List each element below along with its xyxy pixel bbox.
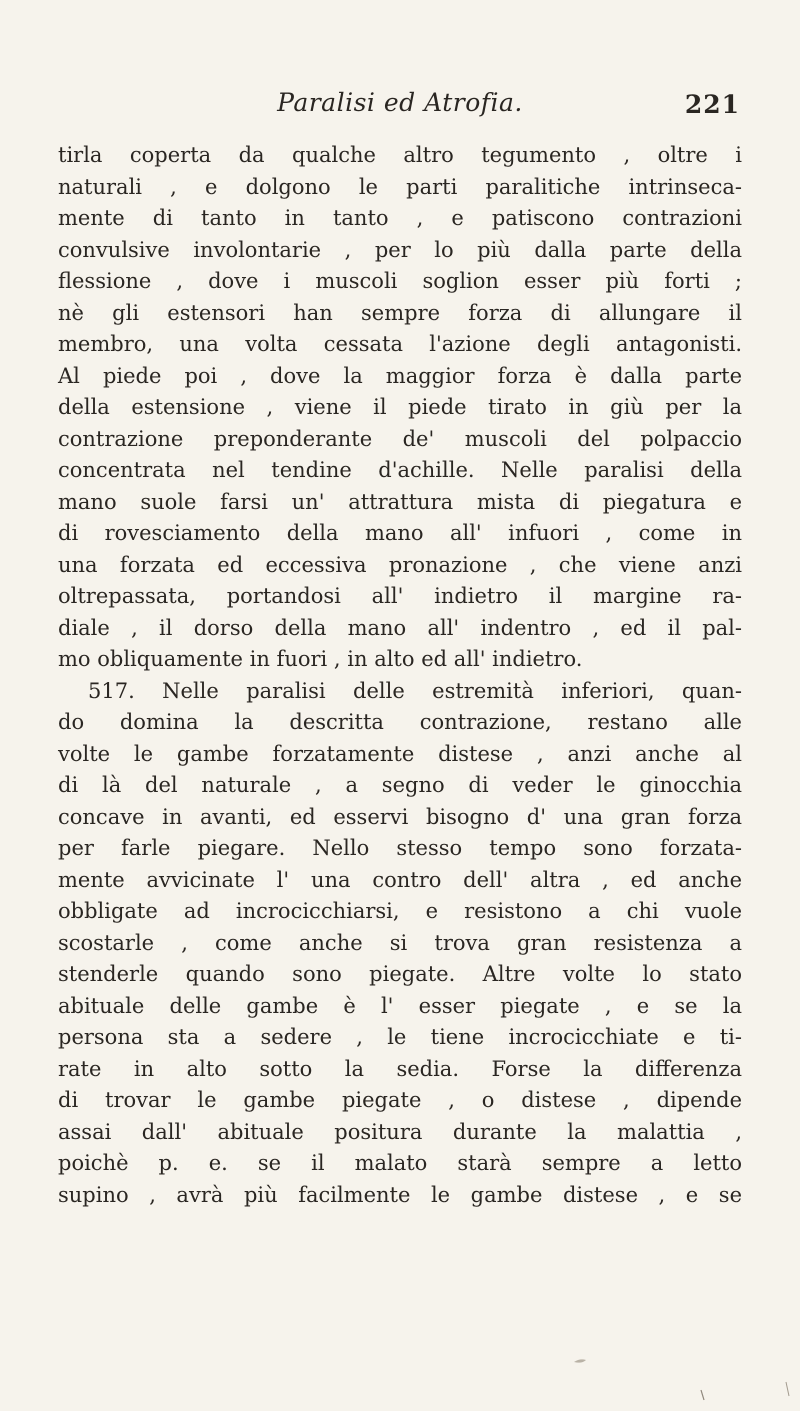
text-line: abituale delle gambe è l' esser piegate , e se la bbox=[58, 993, 742, 1018]
text-line: contrazione preponderante de' muscoli del polpaccio bbox=[58, 426, 742, 451]
text-line: mano suole farsi un' attrattura mista di piegatura e bbox=[58, 489, 742, 514]
text-line: della estensione , viene il piede tirato in giù per la bbox=[58, 395, 742, 419]
page-number: 221 bbox=[684, 90, 740, 119]
paragraph-start-line: 517. Nelle paralisi delle estremità inferiori, quan- bbox=[88, 678, 742, 703]
text-line: concentrata nel tendine d'achille. Nelle paralisi della bbox=[58, 458, 742, 482]
text-line: naturali , e dolgono le parti paralitiche intrinseca- bbox=[58, 174, 742, 199]
text-line: oltrepassata, portandosi all' indietro il margine ra- bbox=[58, 584, 742, 608]
text-line: rate in alto sotto la sedia. Forse la differenza bbox=[58, 1056, 742, 1081]
text-line: stenderle quando sono piegate. Altre volte lo stato bbox=[58, 962, 742, 986]
text-line: volte le gambe forzatamente distese , anzi anche al bbox=[58, 741, 742, 766]
text-line: membro, una volta cessata l'azione degli antagonisti. bbox=[58, 332, 742, 356]
text-line: una forzata ed eccessiva pronazione , che viene anzi bbox=[58, 552, 742, 577]
text-line: poichè p. e. se il malato starà sempre a letto bbox=[58, 1151, 742, 1175]
text-line: di trovar le gambe piegate , o distese , dipende bbox=[58, 1088, 742, 1112]
text-line: do domina la descritta contrazione, restano alle bbox=[58, 710, 742, 734]
text-line: diale , il dorso della mano all' indentro , ed il pal- bbox=[58, 615, 742, 640]
text-line: concave in avanti, ed esservi bisogno d' una gran forza bbox=[58, 804, 742, 829]
text-line: per farle piegare. Nello stesso tempo sono forzata- bbox=[58, 836, 742, 860]
text-line: convulsive involontarie , per lo più dalla parte della bbox=[58, 237, 742, 262]
stray-stroke bbox=[701, 1390, 704, 1400]
text-line: obbligate ad incrocicchiarsi, e resistono a chi vuole bbox=[58, 899, 742, 923]
stray-stroke bbox=[786, 1382, 789, 1396]
text-line: di là del naturale , a segno di veder le ginocchia bbox=[58, 773, 742, 797]
text-line: di rovesciamento della mano all' infuori , come in bbox=[58, 521, 742, 545]
running-head bbox=[60, 88, 740, 124]
text-line: assai dall' abituale positura durante la malattia , bbox=[58, 1119, 742, 1144]
body-text bbox=[58, 140, 742, 1211]
text-line: tirla coperta da qualche altro tegumento , oltre i bbox=[58, 143, 742, 167]
text-line: mo obliquamente in fuori , in alto ed all' indietro. bbox=[58, 647, 583, 671]
text-line: supino , avrà più facilmente le gambe distese , e se bbox=[58, 1182, 742, 1207]
text-line: flessione , dove i muscoli soglion esser più forti ; bbox=[58, 269, 742, 293]
text-line: scostarle , come anche si trova gran resistenza a bbox=[58, 930, 742, 955]
text-line: nè gli estensori han sempre forza di allungare il bbox=[58, 300, 742, 325]
running-title: Paralisi ed Atrofia. bbox=[277, 88, 523, 117]
text-line: mente avvicinate l' una contro dell' altra , ed anche bbox=[58, 867, 742, 892]
text-line: Al piede poi , dove la maggior forza è dalla parte bbox=[58, 363, 742, 388]
ink-speck bbox=[574, 1359, 586, 1362]
text-line: persona sta a sedere , le tiene incrocicchiate e ti- bbox=[58, 1025, 742, 1049]
text-line: mente di tanto in tanto , e patiscono contrazioni bbox=[58, 206, 742, 230]
